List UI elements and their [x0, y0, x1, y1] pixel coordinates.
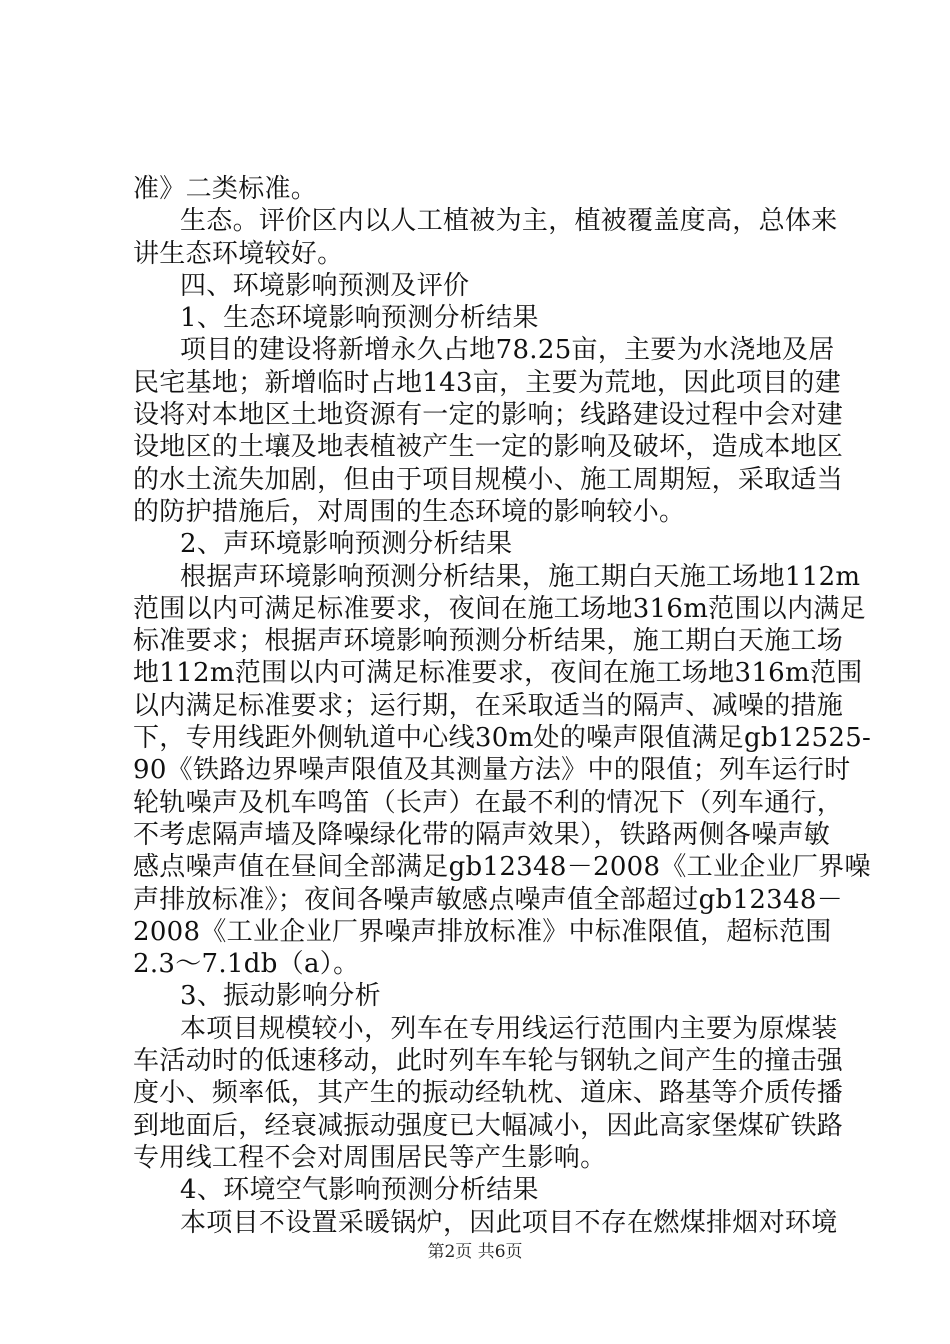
text-line: 2.3～7.1db（a）。 — [133, 949, 360, 980]
subsection-heading: 1、生态环境影响预测分析结果 — [180, 303, 539, 334]
text-line: 的水土流失加剧，但由于项目规模小、施工周期短，采取适当 — [133, 464, 844, 495]
text-line: 设地区的土壤及地表植被产生一定的影响及破坏，造成本地区 — [133, 432, 844, 463]
text-line: 车活动时的低速移动，此时列车车轮与钢轨之间产生的撞击强 — [133, 1046, 844, 1077]
text-line: 轮轨噪声及机车鸣笛（长声）在最不利的情况下（列车通行， — [133, 787, 844, 818]
text-line: 根据声环境影响预测分析结果，施工期白天施工场地112m — [180, 561, 861, 592]
text-line: 2008《工业企业厂界噪声排放标准》中标准限值，超标范围 — [133, 916, 832, 947]
text-line: 标准要求；根据声环境影响预测分析结果，施工期白天施工场 — [133, 626, 844, 657]
page-number-footer: 第2页 共6页 — [427, 1242, 523, 1262]
subsection-heading: 3、振动影响分析 — [180, 981, 381, 1012]
section-heading: 四、环境影响预测及评价 — [180, 270, 470, 301]
text-line: 本项目规模较小，列车在专用线运行范围内主要为原煤装 — [180, 1013, 838, 1044]
text-line: 地112m范围以内可满足标准要求，夜间在施工场地316m范围 — [133, 658, 863, 689]
subsection-heading: 2、声环境影响预测分析结果 — [180, 529, 513, 560]
text-line: 本项目不设置采暖锅炉，因此项目不存在燃煤排烟对环境 — [180, 1207, 838, 1238]
text-line: 专用线工程不会对周围居民等产生影响。 — [133, 1142, 607, 1173]
text-line: 下，专用线距外侧轨道中心线30m处的噪声限值满足gb12525- — [133, 723, 872, 754]
text-line: 到地面后，经衰减振动强度已大幅减小，因此高家堡煤矿铁路 — [133, 1110, 844, 1141]
text-line: 生态。评价区内以人工植被为主，植被覆盖度高，总体来 — [180, 206, 838, 237]
text-line: 准》二类标准。 — [133, 174, 318, 204]
document-body — [133, 173, 872, 1239]
subsection-heading: 4、环境空气影响预测分析结果 — [180, 1175, 539, 1206]
text-line: 声排放标准》；夜间各噪声敏感点噪声值全部超过gb12348－ — [133, 884, 843, 915]
text-line: 民宅基地；新增临时占地143亩，主要为荒地，因此项目的建 — [133, 367, 842, 398]
text-line: 以内满足标准要求；运行期，在采取适当的隔声、减噪的措施 — [133, 690, 844, 721]
text-line: 设将对本地区土地资源有一定的影响；线路建设过程中会对建 — [133, 400, 844, 431]
text-line: 不考虑隔声墙及降噪绿化带的隔声效果），铁路两侧各噪声敏 — [133, 819, 831, 850]
text-line: 度小、频率低，其产生的振动经轨枕、道床、路基等介质传播 — [133, 1078, 844, 1109]
text-line: 90《铁路边界噪声限值及其测量方法》中的限值；列车运行时 — [133, 755, 851, 786]
text-line: 项目的建设将新增永久占地78.25亩，主要为水浇地及居 — [180, 335, 835, 366]
text-line: 的防护措施后，对周围的生态环境的影响较小。 — [133, 496, 686, 527]
text-line: 讲生态环境较好。 — [133, 238, 344, 269]
text-line: 感点噪声值在昼间全部满足gb12348－2008《工业企业厂界噪 — [133, 852, 871, 883]
text-line: 范围以内可满足标准要求，夜间在施工场地316m范围以内满足 — [133, 593, 866, 624]
